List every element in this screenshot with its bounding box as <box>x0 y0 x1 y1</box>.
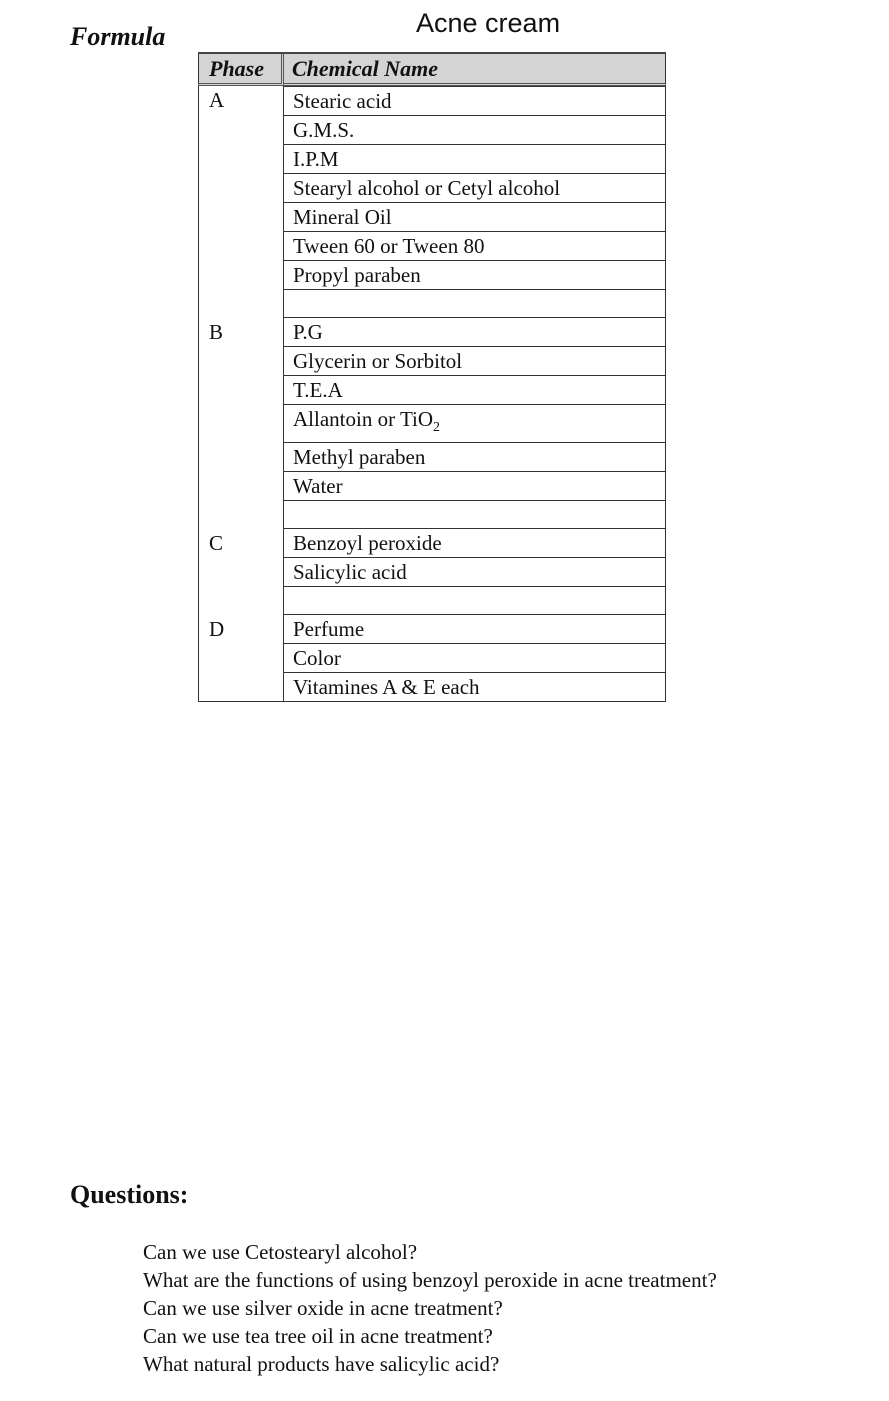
chemical-name-cell <box>284 501 666 529</box>
table-row <box>198 116 666 145</box>
phase-cell: D <box>198 615 284 644</box>
table-row <box>198 644 666 673</box>
table-row <box>198 615 666 644</box>
table-header-row <box>198 54 666 86</box>
phase-cell <box>198 203 284 232</box>
phase-cell <box>198 644 284 673</box>
chemical-name-cell: Stearic acid <box>284 86 666 116</box>
chemical-name-cell: Salicylic acid <box>284 558 666 587</box>
chemical-name-cell: Stearyl alcohol or Cetyl alcohol <box>284 174 666 203</box>
table-row <box>198 501 666 529</box>
phase-cell: C <box>198 529 284 558</box>
table-row <box>198 86 666 116</box>
chemical-name-text: Allantoin or TiO <box>293 407 434 431</box>
table-row <box>198 232 666 261</box>
question-item: Can we use silver oxide in acne treatment? <box>143 1296 503 1320</box>
phase-cell <box>198 673 284 702</box>
questions-list <box>143 1238 717 1378</box>
table-row <box>198 290 666 318</box>
chemical-name-cell: Glycerin or Sorbitol <box>284 347 666 376</box>
chemical-name-cell <box>284 587 666 615</box>
phase-cell <box>198 558 284 587</box>
table-row <box>198 174 666 203</box>
formula-table-body <box>198 86 666 702</box>
phase-cell <box>198 290 284 318</box>
phase-cell <box>198 261 284 290</box>
chemical-name-cell: I.P.M <box>284 145 666 174</box>
chemical-name-cell: Tween 60 or Tween 80 <box>284 232 666 261</box>
table-row <box>198 529 666 558</box>
formula-table <box>198 52 666 702</box>
phase-cell <box>198 347 284 376</box>
table-row <box>198 347 666 376</box>
question-item: Can we use Cetostearyl alcohol? <box>143 1240 418 1264</box>
phase-cell <box>198 443 284 472</box>
chemical-name-cell: P.G <box>284 318 666 347</box>
phase-cell <box>198 145 284 174</box>
phase-cell: A <box>198 86 284 116</box>
table-row <box>198 558 666 587</box>
table-row <box>198 443 666 472</box>
question-item: What are the functions of using benzoyl peroxide in acne treatment? <box>143 1268 717 1292</box>
phase-cell <box>198 587 284 615</box>
table-row <box>198 318 666 347</box>
document-title: Acne cream <box>416 8 561 38</box>
phase-cell <box>198 174 284 203</box>
phase-cell <box>198 232 284 261</box>
table-row <box>198 376 666 405</box>
chemical-name-cell: G.M.S. <box>284 116 666 145</box>
question-item: What natural products have salicylic acid? <box>143 1352 500 1376</box>
chemical-name-cell: T.E.A <box>284 376 666 405</box>
chemical-name-cell: Vitamines A & E each <box>284 673 666 702</box>
chemical-name-cell <box>284 290 666 318</box>
table-row <box>198 145 666 174</box>
phase-column-header: Phase <box>198 54 284 86</box>
table-row <box>198 673 666 702</box>
questions-heading: Questions: <box>70 1180 189 1209</box>
phase-cell <box>198 501 284 529</box>
chemical-name-cell: Methyl paraben <box>284 443 666 472</box>
formula-table-wrapper <box>198 52 666 702</box>
chemical-name-cell: Water <box>284 472 666 501</box>
formula-label: Formula <box>70 22 166 51</box>
phase-cell: B <box>198 318 284 347</box>
question-item: Can we use tea tree oil in acne treatment? <box>143 1324 493 1348</box>
table-row <box>198 587 666 615</box>
chemical-name-column-header: Chemical Name <box>284 54 666 86</box>
phase-cell <box>198 472 284 501</box>
chemical-name-cell <box>284 405 666 443</box>
chemical-name-cell: Perfume <box>284 615 666 644</box>
table-row <box>198 472 666 501</box>
table-row <box>198 203 666 232</box>
chemical-name-cell: Color <box>284 644 666 673</box>
phase-cell <box>198 405 284 443</box>
chemical-name-cell: Mineral Oil <box>284 203 666 232</box>
chemical-name-cell: Propyl paraben <box>284 261 666 290</box>
chemical-subscript: 2 <box>433 420 441 436</box>
chemical-name-cell: Benzoyl peroxide <box>284 529 666 558</box>
table-row <box>198 405 666 443</box>
phase-cell <box>198 376 284 405</box>
table-row <box>198 261 666 290</box>
phase-cell <box>198 116 284 145</box>
